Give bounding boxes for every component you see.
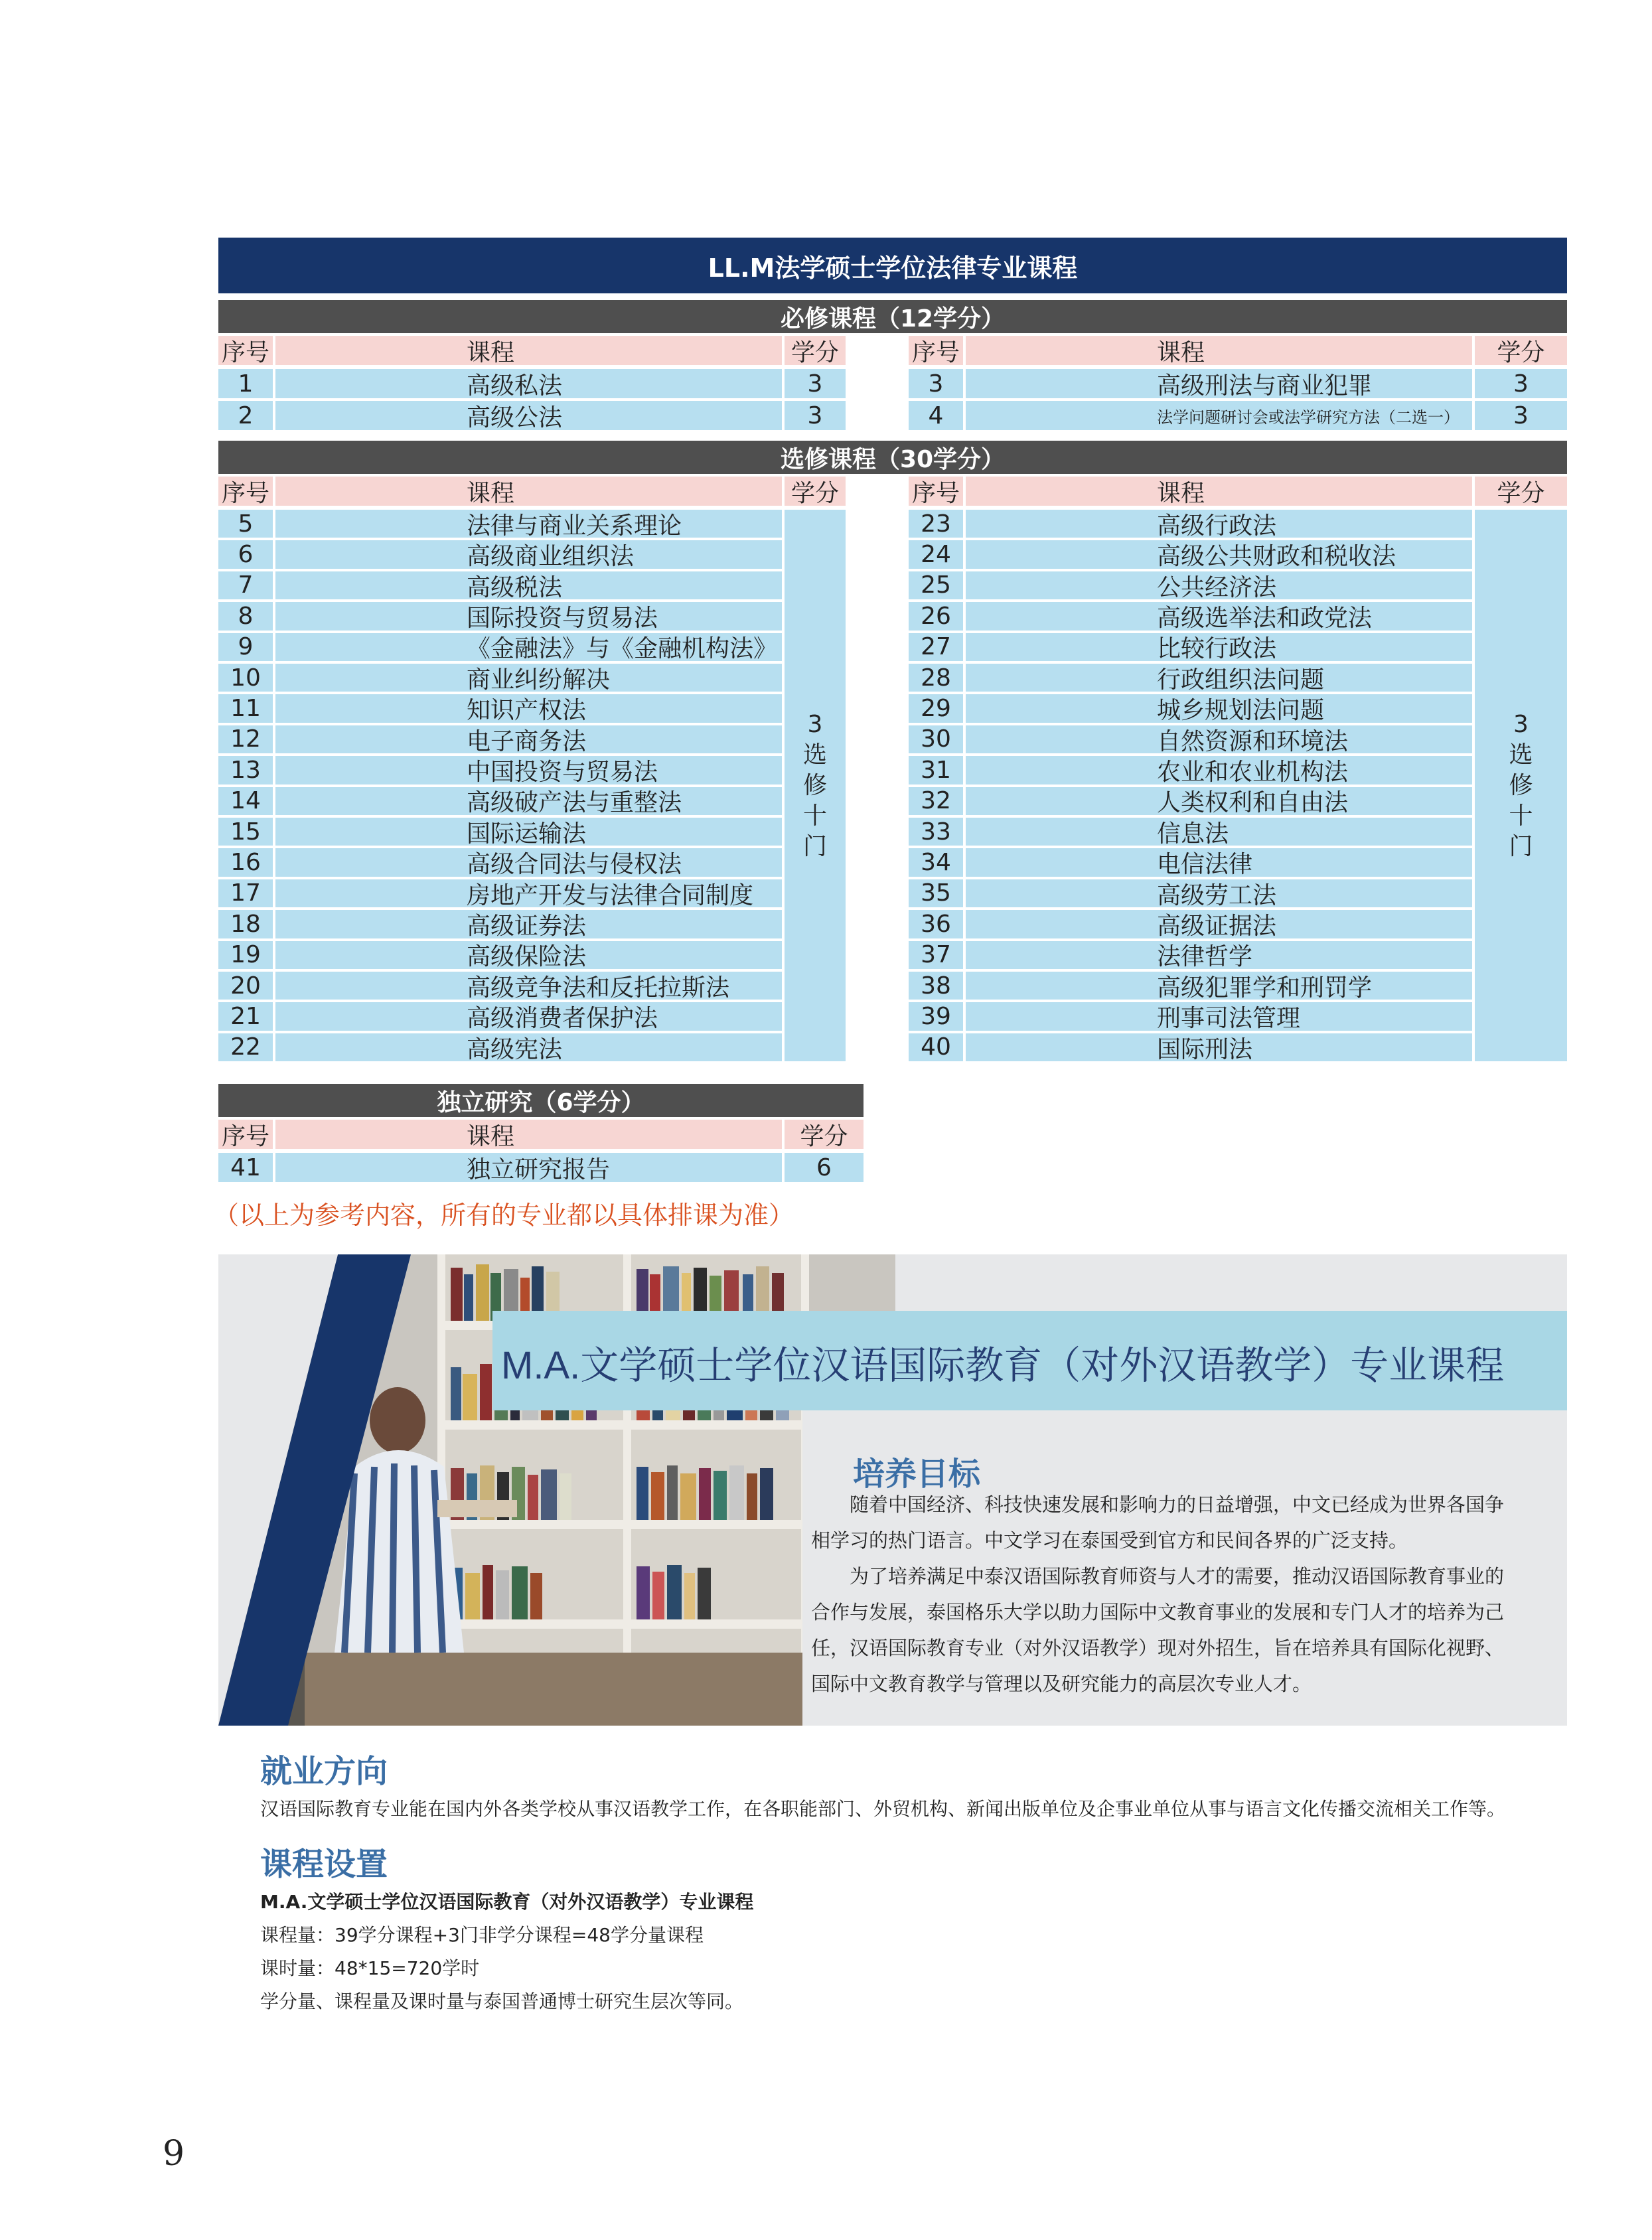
table-row-course: 高级私法 bbox=[275, 369, 782, 398]
table-row-no: 17 bbox=[218, 879, 273, 907]
table-row-course: 国际运输法 bbox=[275, 818, 782, 846]
table-row-course: 高级商业组织法 bbox=[275, 540, 782, 568]
table-row-no: 24 bbox=[909, 540, 963, 568]
table-row-course: 电子商务法 bbox=[275, 725, 782, 753]
ma-program-title: M.A.文学硕士学位汉语国际教育（对外汉语教学）专业课程 bbox=[501, 1344, 1505, 1387]
header-credit: 学分 bbox=[785, 477, 846, 506]
table-row-no: 37 bbox=[909, 941, 963, 969]
credit-note-char: 修 bbox=[1509, 771, 1533, 799]
goal-paragraph-2: 为了培养满足中泰汉语国际教育师资与人才的需要，推动汉语国际教育事业的合作与发展，泰国格乐大学以助力国际中文教育事业的发展和专门人才的培养为己任，汉语国际教育专业（对外汉语教学）现对外招生，旨在培养具有国际化视野、国际中文教育教学与管理以及研究能力的高层次专业人才。 bbox=[811, 1565, 1505, 1695]
goal-heading: 培养目标 bbox=[853, 1456, 981, 1493]
table-row-course: 高级消费者保护法 bbox=[275, 1002, 782, 1030]
table-row-no: 16 bbox=[218, 848, 273, 876]
table-row-no: 10 bbox=[218, 664, 273, 692]
page-number: 9 bbox=[163, 2134, 185, 2174]
table-row-course: 农业和农业机构法 bbox=[966, 756, 1472, 784]
table-row-no: 9 bbox=[218, 633, 273, 661]
header-no: 序号 bbox=[218, 1120, 273, 1149]
table-row-course: 法学问题研讨会或法学研究方法（二选一） bbox=[966, 401, 1472, 430]
table-row-credit: 6 bbox=[785, 1153, 864, 1182]
table-row-course: 高级税法 bbox=[275, 571, 782, 599]
career-heading: 就业方向 bbox=[260, 1753, 388, 1790]
table-row-course: 比较行政法 bbox=[966, 633, 1472, 661]
table-row-no: 3 bbox=[909, 369, 963, 398]
table-row-course: 高级合同法与侵权法 bbox=[275, 848, 782, 876]
curriculum-line-2: 课时量：48*15=720学时 bbox=[260, 1957, 480, 1979]
elective-section-title: 选修课程（30学分） bbox=[218, 441, 1567, 474]
career-text: 汉语国际教育专业能在国内外各类学校从事汉语教学工作，在各职能部门、外贸机构、新闻出版单位及企事业单位从事与语言文化传播交流相关工作等。 bbox=[260, 1798, 1506, 1820]
credit-note-char: 选 bbox=[1509, 741, 1533, 769]
credit-note-char: 3 bbox=[807, 710, 823, 738]
credit-note-char: 十 bbox=[1509, 802, 1533, 830]
table-row-course: 高级证据法 bbox=[966, 910, 1472, 938]
table-row-no: 1 bbox=[218, 369, 273, 398]
table-row-course: 高级公法 bbox=[275, 401, 782, 430]
table-row-no: 23 bbox=[909, 510, 963, 538]
table-row-no: 7 bbox=[218, 571, 273, 599]
table-row-credit: 3 bbox=[1475, 369, 1567, 398]
table-row-course: 高级证券法 bbox=[275, 910, 782, 938]
table-row-no: 14 bbox=[218, 787, 273, 815]
table-row-course: 高级刑法与商业犯罪 bbox=[966, 369, 1472, 398]
goal-text bbox=[811, 1487, 1508, 1702]
table-row-no: 30 bbox=[909, 725, 963, 753]
required-section-title: 必修课程（12学分） bbox=[218, 300, 1567, 333]
table-row-no: 33 bbox=[909, 818, 963, 846]
header-no: 序号 bbox=[909, 477, 963, 506]
header-credit: 学分 bbox=[785, 336, 846, 365]
table-row-no: 19 bbox=[218, 941, 273, 969]
table-row-no: 4 bbox=[909, 401, 963, 430]
table-row-no: 28 bbox=[909, 664, 963, 692]
curriculum-subtitle: M.A.文学硕士学位汉语国际教育（对外汉语教学）专业课程 bbox=[260, 1891, 754, 1913]
table-row-no: 22 bbox=[218, 1033, 273, 1061]
table-row-course: 刑事司法管理 bbox=[966, 1002, 1472, 1030]
header-course: 课程 bbox=[275, 336, 782, 365]
table-row-course: 中国投资与贸易法 bbox=[275, 756, 782, 784]
table-row-no: 31 bbox=[909, 756, 963, 784]
table-row-course: 高级行政法 bbox=[966, 510, 1472, 538]
header-no: 序号 bbox=[218, 336, 273, 365]
header-course: 课程 bbox=[966, 336, 1472, 365]
table-row-no: 6 bbox=[218, 540, 273, 568]
independent-section-title: 独立研究（6学分） bbox=[218, 1084, 864, 1117]
table-row-course: 法律哲学 bbox=[966, 941, 1472, 969]
reference-note: （以上为参考内容，所有的专业都以具体排课为准） bbox=[214, 1201, 794, 1230]
table-row-no: 12 bbox=[218, 725, 273, 753]
table-row-course: 知识产权法 bbox=[275, 694, 782, 722]
table-row-course: 高级劳工法 bbox=[966, 879, 1472, 907]
header-no: 序号 bbox=[218, 477, 273, 506]
table-row-course: 国际刑法 bbox=[966, 1033, 1472, 1061]
curriculum-line-1: 课程量：39学分课程+3门非学分课程=48学分量课程 bbox=[260, 1924, 704, 1946]
table-row-course: 高级宪法 bbox=[275, 1033, 782, 1061]
credit-note-char: 门 bbox=[1509, 832, 1533, 860]
header-course: 课程 bbox=[275, 477, 782, 506]
table-row-course: 电信法律 bbox=[966, 848, 1472, 876]
table-row-course: 法律与商业关系理论 bbox=[275, 510, 782, 538]
header-no: 序号 bbox=[909, 336, 963, 365]
table-row-course: 信息法 bbox=[966, 818, 1472, 846]
elective-credit-note bbox=[1475, 510, 1567, 1061]
table-row-course: 公共经济法 bbox=[966, 571, 1472, 599]
table-row-no: 38 bbox=[909, 972, 963, 1000]
table-row-course: 独立研究报告 bbox=[275, 1153, 782, 1182]
table-row-no: 21 bbox=[218, 1002, 273, 1030]
table-row-course: 高级公共财政和税收法 bbox=[966, 540, 1472, 568]
credit-note-char: 选 bbox=[802, 741, 827, 769]
table-row-credit: 3 bbox=[1475, 401, 1567, 430]
credit-note-char: 3 bbox=[1513, 710, 1529, 738]
table-row-course: 《金融法》与《金融机构法》 bbox=[275, 633, 782, 661]
table-row-no: 20 bbox=[218, 972, 273, 1000]
table-row-credit: 3 bbox=[785, 369, 846, 398]
header-course: 课程 bbox=[275, 1120, 782, 1149]
table-row-course: 高级犯罪学和刑罚学 bbox=[966, 972, 1472, 1000]
credit-note-char: 门 bbox=[802, 832, 827, 860]
credit-note-char: 修 bbox=[802, 771, 827, 799]
table-row-no: 5 bbox=[218, 510, 273, 538]
table-row-no: 35 bbox=[909, 879, 963, 907]
header-course: 课程 bbox=[966, 477, 1472, 506]
table-row-course: 自然资源和环境法 bbox=[966, 725, 1472, 753]
curriculum-line-3: 学分量、课程量及课时量与泰国普通博士研究生层次等同。 bbox=[260, 1990, 744, 2012]
table-row-no: 32 bbox=[909, 787, 963, 815]
table-row-course: 城乡规划法问题 bbox=[966, 694, 1472, 722]
table-row-course: 高级破产法与重整法 bbox=[275, 787, 782, 815]
table-row-course: 房地产开发与法律合同制度 bbox=[275, 879, 782, 907]
table-row-no: 39 bbox=[909, 1002, 963, 1030]
header-credit: 学分 bbox=[1475, 477, 1567, 506]
llm-table-title: LL.M法学硕士学位法律专业课程 bbox=[218, 238, 1567, 293]
table-row-no: 18 bbox=[218, 910, 273, 938]
table-row-no: 40 bbox=[909, 1033, 963, 1061]
header-credit: 学分 bbox=[785, 1120, 864, 1149]
table-row-course: 人类权利和自由法 bbox=[966, 787, 1472, 815]
curriculum-heading: 课程设置 bbox=[260, 1846, 388, 1883]
table-row-course: 高级选举法和政党法 bbox=[966, 602, 1472, 630]
table-row-no: 34 bbox=[909, 848, 963, 876]
table-row-no: 25 bbox=[909, 571, 963, 599]
table-row-course: 国际投资与贸易法 bbox=[275, 602, 782, 630]
table-row-no: 36 bbox=[909, 910, 963, 938]
table-row-no: 29 bbox=[909, 694, 963, 722]
goal-paragraph-1: 随着中国经济、科技快速发展和影响力的日益增强，中文已经成为世界各国争相学习的热门语言。中文学习在泰国受到官方和民间各界的广泛支持。 bbox=[811, 1493, 1505, 1552]
elective-credit-note bbox=[785, 510, 846, 1061]
table-row-course: 高级竞争法和反托拉斯法 bbox=[275, 972, 782, 1000]
table-row-course: 高级保险法 bbox=[275, 941, 782, 969]
table-row-no: 15 bbox=[218, 818, 273, 846]
credit-note-char: 十 bbox=[802, 802, 827, 830]
table-row-no: 41 bbox=[218, 1153, 273, 1182]
table-row-no: 13 bbox=[218, 756, 273, 784]
header-credit: 学分 bbox=[1475, 336, 1567, 365]
table-row-course: 行政组织法问题 bbox=[966, 664, 1472, 692]
table-row-no: 8 bbox=[218, 602, 273, 630]
table-row-no: 27 bbox=[909, 633, 963, 661]
table-row-credit: 3 bbox=[785, 401, 846, 430]
table-row-no: 2 bbox=[218, 401, 273, 430]
table-row-no: 26 bbox=[909, 602, 963, 630]
table-row-course: 商业纠纷解决 bbox=[275, 664, 782, 692]
table-row-no: 11 bbox=[218, 694, 273, 722]
